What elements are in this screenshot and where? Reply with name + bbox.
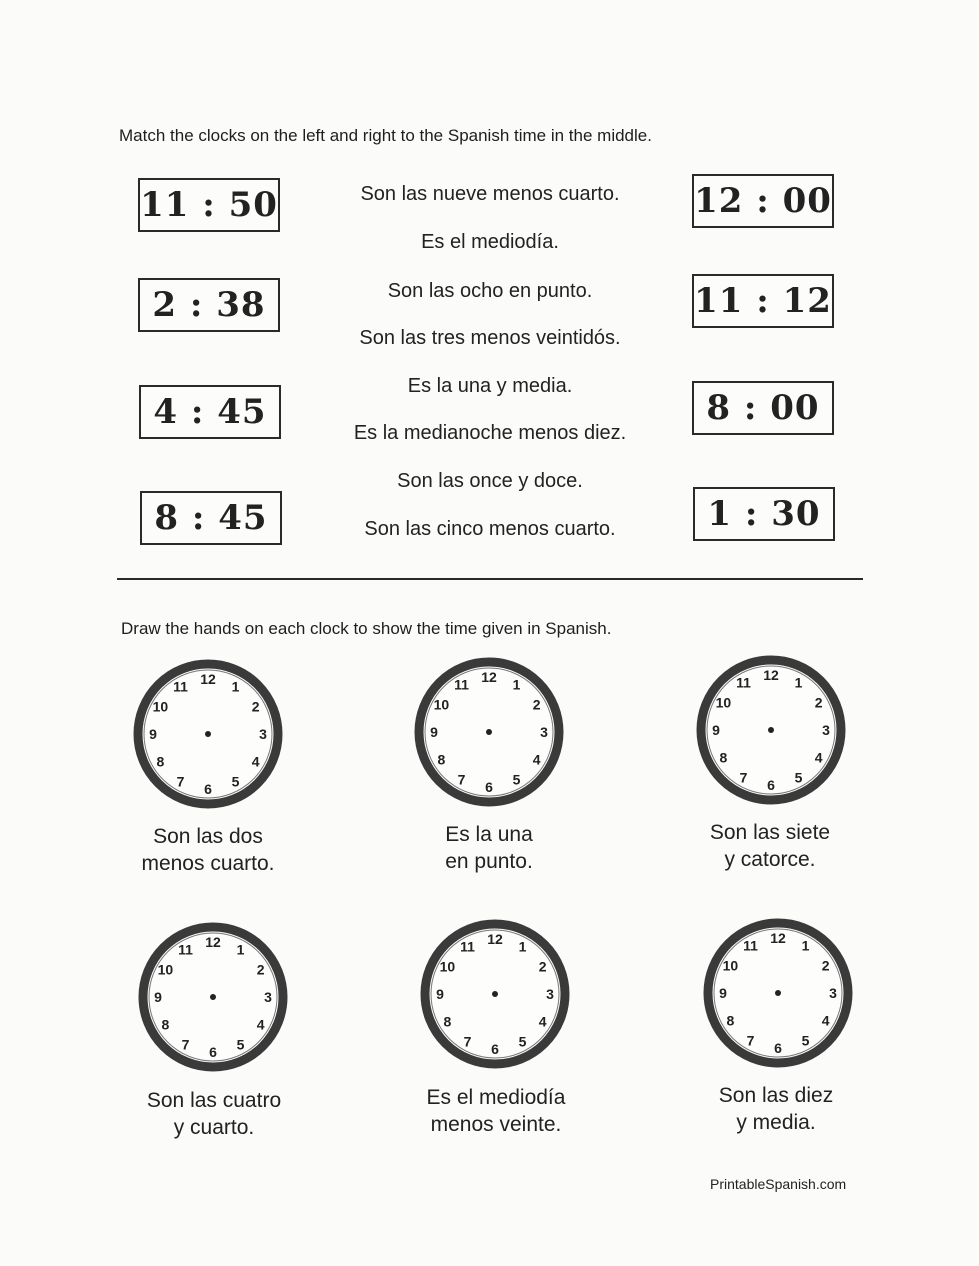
clock-number-9: 9 <box>430 724 438 740</box>
analog-clock-1-icon[interactable] <box>133 659 283 809</box>
analog-clock-6-icon[interactable] <box>703 918 853 1068</box>
clock-number-1: 1 <box>518 938 527 955</box>
clock-number-1: 1 <box>801 937 810 954</box>
clock-caption-2-line2: en punto. <box>445 850 533 873</box>
right-digital-clock-3: 8 : 00 <box>692 381 834 435</box>
clock-number-6: 6 <box>767 777 775 793</box>
clock-number-8: 8 <box>443 1013 452 1030</box>
time-phrase-2: Es el mediodía. <box>421 231 559 253</box>
clock-number-3: 3 <box>822 722 830 738</box>
clock-caption-5-line2: menos veinte. <box>430 1113 562 1136</box>
clock-number-6: 6 <box>485 779 493 795</box>
clock-number-1: 1 <box>231 678 240 695</box>
clock-number-4: 4 <box>821 1012 830 1029</box>
section-divider <box>117 578 863 580</box>
clock-number-5: 5 <box>236 1036 245 1053</box>
clock-number-8: 8 <box>719 749 728 766</box>
left-digital-clock-3: 4 : 45 <box>139 385 281 439</box>
clock-number-2: 2 <box>532 696 541 713</box>
clock-number-5: 5 <box>512 771 521 788</box>
clock-number-10: 10 <box>715 694 732 711</box>
clock-number-2: 2 <box>821 957 830 974</box>
clock-caption-3-line1: Son las siete <box>709 821 831 844</box>
clock-number-1: 1 <box>794 674 803 691</box>
clock-number-12: 12 <box>763 667 779 683</box>
clock-caption-2 <box>389 821 589 875</box>
clock-number-6: 6 <box>491 1041 499 1057</box>
clock-caption-6 <box>676 1082 876 1136</box>
match-instruction: Match the clocks on the left and right to the Spanish time in the middle. <box>119 126 652 145</box>
clock-number-9: 9 <box>154 989 162 1005</box>
time-phrase-3: Son las ocho en punto. <box>387 280 593 302</box>
clock-caption-4-line1: Son las cuatro <box>146 1089 282 1112</box>
clock-number-6: 6 <box>774 1040 782 1056</box>
time-phrase-4: Son las tres menos veintidós. <box>359 327 621 349</box>
clock-number-7: 7 <box>746 1032 755 1049</box>
clock-number-3: 3 <box>546 986 554 1002</box>
clock-number-11: 11 <box>178 941 193 958</box>
clock-number-1: 1 <box>236 941 245 958</box>
draw-instruction: Draw the hands on each clock to show the time given in Spanish. <box>121 619 612 638</box>
clock-number-7: 7 <box>739 769 748 786</box>
clock-number-4: 4 <box>814 749 823 766</box>
clock-number-11: 11 <box>173 678 188 695</box>
clock-number-2: 2 <box>256 961 265 978</box>
clock-number-4: 4 <box>532 751 541 768</box>
clock-number-1: 1 <box>512 676 521 693</box>
clock-number-4: 4 <box>256 1016 265 1033</box>
clock-number-7: 7 <box>463 1033 472 1050</box>
clock-center-dot <box>768 727 774 733</box>
right-digital-clock-1: 12 : 00 <box>692 174 834 228</box>
clock-caption-6-line1: Son las diez <box>718 1084 834 1107</box>
clock-number-7: 7 <box>181 1036 190 1053</box>
clock-number-11: 11 <box>454 676 469 693</box>
clock-number-12: 12 <box>487 931 503 947</box>
clock-number-12: 12 <box>205 934 221 950</box>
clock-number-6: 6 <box>204 781 212 797</box>
clock-number-5: 5 <box>518 1033 527 1050</box>
analog-clock-3-icon[interactable] <box>696 655 846 805</box>
clock-number-3: 3 <box>540 724 548 740</box>
clock-caption-3 <box>670 819 870 873</box>
time-phrase-7: Son las once y doce. <box>397 470 583 492</box>
clock-center-dot <box>492 991 498 997</box>
clock-number-8: 8 <box>161 1016 170 1033</box>
left-digital-clock-4: 8 : 45 <box>140 491 282 545</box>
clock-caption-6-line2: y media. <box>736 1111 816 1134</box>
clock-number-3: 3 <box>264 989 272 1005</box>
clock-number-10: 10 <box>722 957 739 974</box>
clock-number-8: 8 <box>437 751 446 768</box>
time-phrase-6: Es la medianoche menos diez. <box>353 422 627 444</box>
clock-number-5: 5 <box>231 773 240 790</box>
time-phrase-1: Son las nueve menos cuarto. <box>360 183 620 205</box>
clock-number-11: 11 <box>743 937 758 954</box>
site-credit: PrintableSpanish.com <box>710 1176 847 1192</box>
clock-caption-4-line2: y cuarto. <box>173 1116 255 1139</box>
clock-number-7: 7 <box>176 773 185 790</box>
clock-number-5: 5 <box>801 1032 810 1049</box>
clock-number-10: 10 <box>433 696 450 713</box>
clock-number-12: 12 <box>770 930 786 946</box>
left-digital-clock-1: 11 : 50 <box>138 178 280 232</box>
clock-number-2: 2 <box>814 694 823 711</box>
clock-caption-5-line1: Es el mediodía <box>426 1086 566 1109</box>
clock-number-10: 10 <box>152 698 169 715</box>
clock-number-10: 10 <box>439 958 456 975</box>
right-digital-clock-4: 1 : 30 <box>693 487 835 541</box>
clock-number-9: 9 <box>719 985 727 1001</box>
analog-clock-2-icon[interactable] <box>414 657 564 807</box>
clock-caption-1-line2: menos cuarto. <box>141 852 275 875</box>
clock-number-9: 9 <box>436 986 444 1002</box>
clock-number-11: 11 <box>736 674 751 691</box>
clock-number-8: 8 <box>156 753 165 770</box>
left-digital-clock-2: 2 : 38 <box>138 278 280 332</box>
clock-number-2: 2 <box>251 698 260 715</box>
clock-caption-1-line1: Son las dos <box>153 825 263 848</box>
clock-number-10: 10 <box>157 961 174 978</box>
clock-number-9: 9 <box>149 726 157 742</box>
clock-number-3: 3 <box>259 726 267 742</box>
clock-number-11: 11 <box>460 938 475 955</box>
clock-number-5: 5 <box>794 769 803 786</box>
clock-number-7: 7 <box>457 771 466 788</box>
clock-number-12: 12 <box>481 669 497 685</box>
clock-number-12: 12 <box>200 671 216 687</box>
clock-number-8: 8 <box>726 1012 735 1029</box>
clock-center-dot <box>210 994 216 1000</box>
clock-number-4: 4 <box>251 753 260 770</box>
clock-number-2: 2 <box>538 958 547 975</box>
clock-number-3: 3 <box>829 985 837 1001</box>
clock-caption-4 <box>114 1087 314 1141</box>
clock-center-dot <box>205 731 211 737</box>
clock-number-4: 4 <box>538 1013 547 1030</box>
clock-caption-5 <box>396 1084 596 1138</box>
analog-clock-5-icon[interactable] <box>420 919 570 1069</box>
clock-center-dot <box>486 729 492 735</box>
clock-caption-2-line1: Es la una <box>445 823 533 846</box>
clock-center-dot <box>775 990 781 996</box>
time-phrase-5: Es la una y media. <box>407 375 573 397</box>
right-digital-clock-2: 11 : 12 <box>692 274 834 328</box>
time-phrase-8: Son las cinco menos cuarto. <box>364 518 616 540</box>
clock-number-9: 9 <box>712 722 720 738</box>
clock-caption-1 <box>108 823 308 877</box>
clock-number-6: 6 <box>209 1044 217 1060</box>
clock-caption-3-line2: y catorce. <box>724 848 816 871</box>
analog-clock-4-icon[interactable] <box>138 922 288 1072</box>
